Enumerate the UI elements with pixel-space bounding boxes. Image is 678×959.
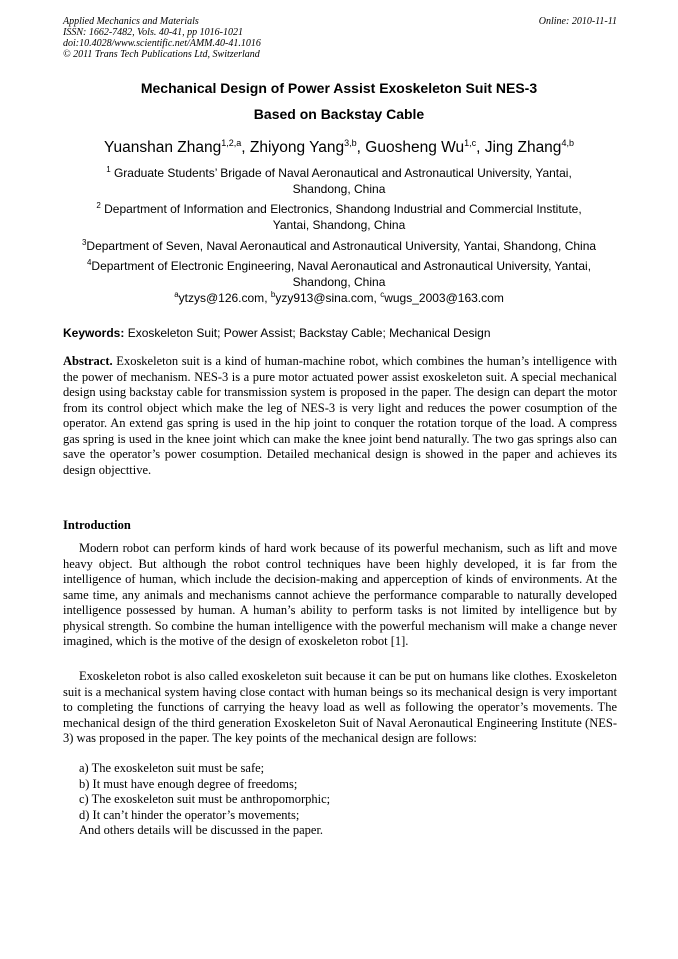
affiliation-3: $^3$Department of Seven, Naval Aeronautical and Astronautical University, Yantai, Shandong, China xyxy=(81,238,597,253)
paper-title-line-1: Mechanical Design of Power Assist Exoskeleton Suit NES-3 xyxy=(140,80,538,96)
keywords-label: Keywords: xyxy=(63,326,125,340)
affiliation-2: $^2$ Department of Information and Electronics, Shandong Industrial and Commercial Institute, Yantai, Shandong, China xyxy=(96,201,582,232)
section-heading-introduction: Introduction xyxy=(63,518,131,532)
list-item: b) It must have enough degree of freedoms; xyxy=(79,776,298,791)
author-name: Jing Zhang xyxy=(484,139,562,157)
intro-paragraph-1: Modern robot can perform kinds of hard work because of its powerful mechanism, such as lift and move heavy object. But although the robot control techniques have been highly developed, it is far from the intelligence of human, which include the decision-making and apperception of kinds of environments. At the same time, any animals and mechanisms cannot achieve the performance comparable to naturally developed intelligence possessed by human. A human’s ability to perform tasks is not limited by intelligence but by physical strength. So combine the human intelligence with the powerful mechanism will make a change never imagined, which is the motive of the design of exoskeleton robot [1]. xyxy=(63,541,617,648)
list-item: d) It can’t hinder the operator’s movements; xyxy=(79,807,300,822)
author-name: Zhiyong Yang xyxy=(249,139,345,157)
author-name: Yuanshan Zhang xyxy=(104,139,222,157)
author-list: Yuanshan Zhang$^{1,2,a}$, Zhiyong Yang$^{3,b}$, Guosheng Wu$^{1,c}$, Jing Zhang$^{4,b}$ xyxy=(104,138,574,157)
journal-copyright: © 2011 Trans Tech Publications Ltd, Switzerland xyxy=(63,49,260,60)
author-affiliation-mark: 1,2,a xyxy=(221,138,242,148)
keywords xyxy=(63,326,617,340)
journal-issn: ISSN: 1662-7482, Vols. 40-41, pp 1016-1021 xyxy=(63,27,243,38)
author-affiliation-mark: 3,b xyxy=(344,138,357,148)
abstract-label: Abstract. xyxy=(63,354,113,368)
affiliation-1: $^1$ Graduate Students’ Brigade of Naval Aeronautical and Astronautical University, Yantai, Shandong, China xyxy=(106,165,572,196)
paper-title-line-2: Based on Backstay Cable xyxy=(253,106,425,122)
journal-doi: doi:10.4028/www.scientific.net/AMM.40-41.1016 xyxy=(63,38,261,49)
keywords-text: Exoskeleton Suit; Power Assist; Backstay Cable; Mechanical Design xyxy=(124,326,491,340)
author-affiliation-mark: 1,c xyxy=(464,138,477,148)
journal-name: Applied Mechanics and Materials xyxy=(63,16,199,27)
list-item: c) The exoskeleton suit must be anthropomorphic; xyxy=(79,792,331,806)
email-list: $^a$ytzys@126.com, $^b$yzy913@sina.com, $^c$wugs_2003@163.com xyxy=(174,290,504,305)
email-link[interactable]: yzy913@sina.com xyxy=(275,291,374,305)
email-link[interactable]: wugs_2003@163.com xyxy=(384,291,504,305)
abstract-text: Exoskeleton suit is a kind of human-machine robot, which combines the human’s intelligence with the power of mechanism. NES-3 is a pure motor actuated power assist exoskeleton suit. A special mechanical design using backstay cable for transmission system is proposed in the paper. The design can depart the motor from its control object which make the leg of NES-3 is very light and reduces the power cosumption of the operator. An extend gas spring is used in the hip joint to conquer the rotation torque of the load. A compress gas spring is used in the knee joint which can make the knee joint bend naturally. The two gas springs also can save the operator’s power cosumption. Detailed mechanical design is showed in the paper and achieves its design objecttive. xyxy=(63,354,617,477)
design-key-points-list xyxy=(79,761,617,839)
journal-header xyxy=(63,16,617,60)
author-affiliation-mark: 4,b xyxy=(561,138,574,148)
intro-paragraph-2: Exoskeleton robot is also called exoskeleton suit because it can be put on humans like clothes. Exoskeleton suit is a mechanical system having close contact with human beings so its mechanical design is very important to completing the functions of carrying the heavy load as well as following the operator’s movements. The mechanical design of the third generation Exoskeleton Suit of Naval Aeronautical Engineering Institute (NES-3) was proposed in the paper. The key points of the mechanical design are follows: xyxy=(63,669,617,745)
abstract xyxy=(63,354,617,478)
list-item: And others details will be discussed in the paper. xyxy=(79,823,324,837)
email-link[interactable]: ytzys@126.com xyxy=(178,291,265,305)
online-date: Online: 2010-11-11 xyxy=(538,16,617,27)
author-name: Guosheng Wu xyxy=(365,139,465,157)
list-item: a) The exoskeleton suit must be safe; xyxy=(79,761,265,775)
affiliation-4: $^4$Department of Electronic Engineering, Naval Aeronautical and Astronautical University, Yantai, Shandong, China xyxy=(86,258,592,289)
